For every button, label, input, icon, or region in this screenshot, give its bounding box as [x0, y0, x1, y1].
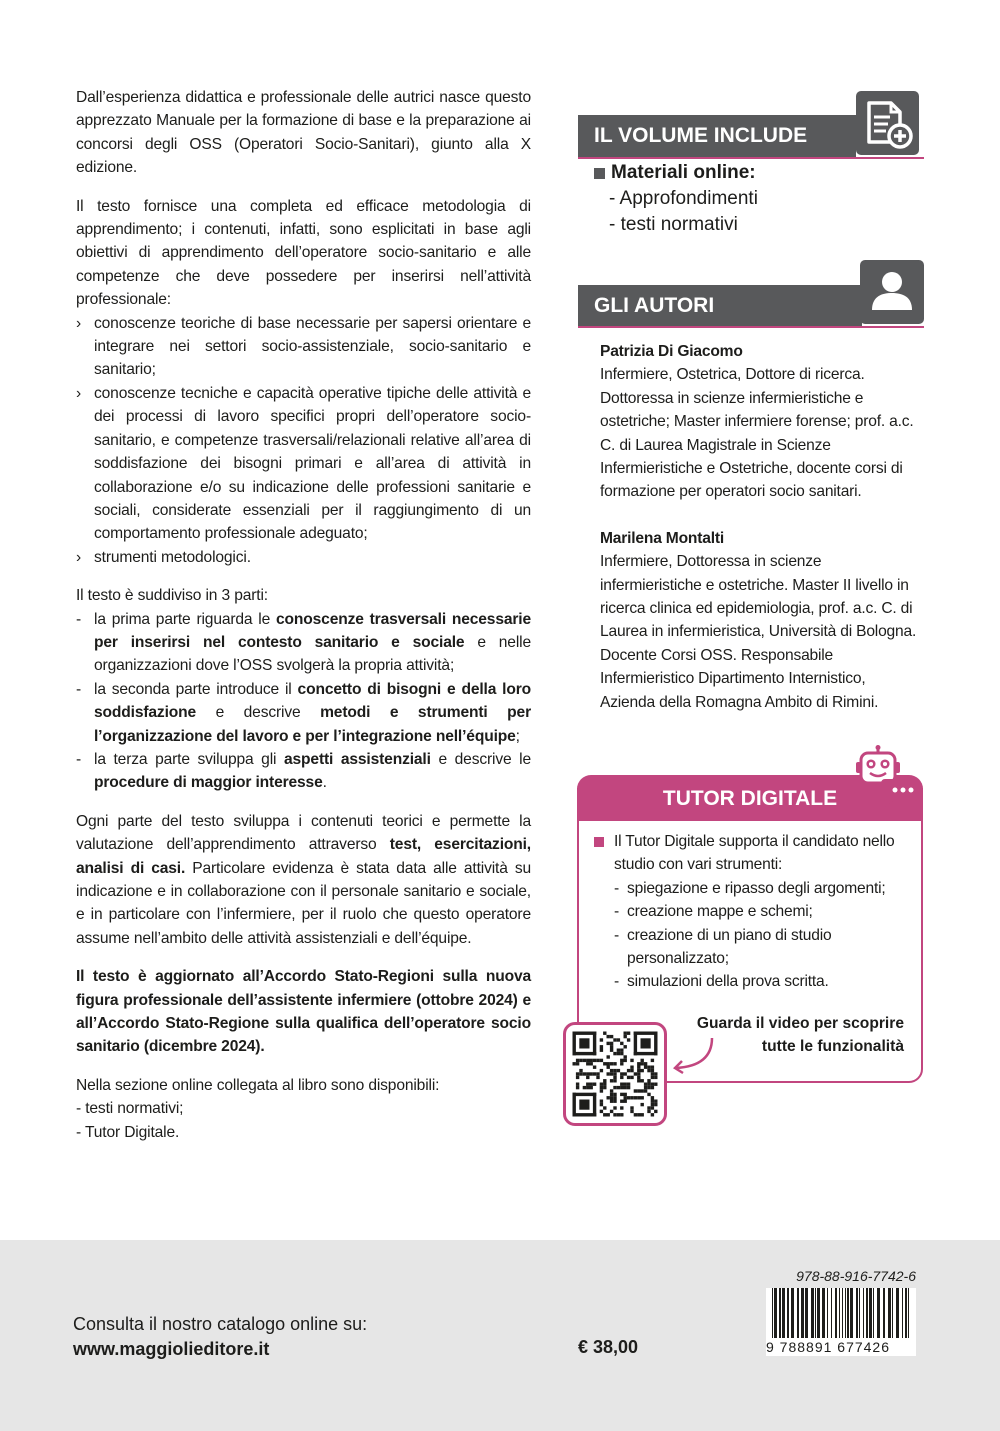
method-list — [76, 312, 531, 569]
isbn: 978-88-916-7742-6 — [796, 1268, 916, 1284]
method-paragraph: Il testo fornisce una completa ed efficace metodologia di apprendimento; i contenuti, infatti, sono esplicitati in base agli obiettivi di apprendimento dell’operatore socio-sanitario e alle competenze che deve possedere per inserirsi nell’attività professionale: — [76, 197, 531, 309]
chevron-marker: › — [76, 314, 82, 332]
chatbot-icon — [855, 745, 921, 807]
volume-divider — [578, 157, 924, 159]
list-item: › conoscenze teoriche di base necessarie per sapersi orientare e integrare nei settori socio-assistenziale, socio-sanitario e sanitario; — [76, 312, 531, 382]
author-bio: Infermiere, Dottoressa in scienze infermieristiche e ostetriche. Master II livello in ricerca clinica ed epidemiologia, prof. a.c. C. di Laurea in infermieristica, Università di Bologna. Docente Corsi OSS. Responsabile Infermieristico Dipartimento Internistico, Azienda della Romagna Ambito di Rimini. — [600, 553, 917, 711]
authors-divider — [578, 326, 924, 328]
list-item: - la seconda parte introduce il concetto di bisogni e della loro soddisfazione e descrive metodi e strumenti per l’organizzazione del lavoro e per l’integrazione nell’équipe; — [76, 680, 531, 745]
tutor-header: TUTOR DIGITALE — [577, 775, 923, 821]
qr-code[interactable] — [563, 1022, 667, 1126]
price: € 38,00 — [578, 1337, 639, 1357]
description-column — [76, 86, 531, 1159]
list-item: › conoscenze tecniche e capacità operative tipiche delle attività e dei processi di lavoro specifici propri dell’operatore socio-sanitario, e competenze trasversali/relazionali relative all’area di soddisfazione dei bisogni primari e all’area di attività in collaborazione e/o su indicazione delle professioni sanitarie e sociali, considerate essenziali per il raggiungimento di un comportamento professionale adeguato; — [76, 382, 531, 546]
chevron-marker: › — [76, 384, 82, 402]
author-bio: Infermiere, Ostetrica, Dottore di ricerca. Dottoressa in scienze infermieristiche e ostetriche; Master infermiere forense; prof. a.c. C. di Laurea Magistrale in Scienze Infermieristiche e Ostetriche, docente corsi di formazione per operatori socio sanitari. — [600, 366, 914, 501]
curved-arrow-icon — [668, 1036, 716, 1076]
authors-section — [600, 340, 922, 737]
barcode-number: 9 788891 677426 — [766, 1338, 916, 1356]
intro-paragraph: Dall’esperienza didattica e professionale delle autrici nasce questo apprezzato Manuale per la formazione di base e la preparazione ai concorsi degli OSS (Operatori Socio-Sanitari), giunto alla X edizione. — [76, 89, 531, 177]
volume-list — [594, 160, 758, 238]
parts-list — [76, 608, 531, 795]
list-item: › strumenti metodologici. — [76, 546, 531, 569]
video-prompt: Guarda il video per scoprire tutte le funzionalità — [696, 1015, 904, 1055]
online-materials-label: Materiali online: — [594, 160, 758, 186]
authors-header: GLI AUTORI — [578, 285, 862, 327]
evaluation-paragraph: Ogni parte del testo sviluppa i contenuti teorici e permette la valutazione dell’apprendimento attraverso test, esercitazioni, analisi di casi. Particolare evidenza è stata data alle attività su indicazione e in collaborazione con il personale sanitario e sociale, e in particolare con l’infermiere, per il ruolo che questo operatore assume nell’ambito delle attività assistenziali e dell’équipe. — [76, 812, 531, 947]
list-item: - creazione di un piano di studio personalizzato; — [614, 926, 832, 968]
list-item: - la terza parte sviluppa gli aspetti assistenziali e descrive le procedure di maggior interesse. — [76, 750, 532, 792]
author-name: Marilena Montalti — [600, 529, 724, 547]
user-icon — [860, 260, 924, 324]
tutor-lead: Il Tutor Digitale supporta il candidato nello studio con vari strumenti: — [594, 830, 914, 877]
author-1 — [600, 340, 922, 504]
list-item: - Approfondimenti — [609, 188, 758, 209]
chevron-marker: › — [76, 548, 82, 566]
catalog-label: Consulta il nostro catalogo online su: — [73, 1314, 368, 1334]
list-item: - testi normativi — [609, 214, 738, 235]
tutor-description — [594, 830, 914, 994]
catalog-info — [73, 1312, 367, 1362]
document-add-icon — [856, 91, 919, 155]
volume-header: IL VOLUME INCLUDE — [578, 115, 856, 157]
parts-intro: Il testo è suddiviso in 3 parti: — [76, 587, 268, 605]
website-link[interactable]: www.maggiolieditore.it — [73, 1339, 270, 1359]
list-item: - creazione mappe e schemi; — [614, 903, 813, 921]
author-name: Patrizia Di Giacomo — [600, 343, 743, 360]
author-2 — [600, 527, 922, 714]
list-item: - simulazioni della prova scritta. — [614, 973, 829, 991]
list-item: - la prima parte riguarda le conoscenze trasversali necessarie per inserirsi nel contesto sanitario e sociale e nelle organizzazioni dove l’OSS svolgerà la propria attività; — [76, 610, 532, 675]
list-item: - spiegazione e ripasso degli argomenti; — [614, 879, 886, 897]
update-paragraph: Il testo è aggiornato all’Accordo Stato-Regioni sulla nuova figura professionale dell’assistente infermiere (ottobre 2024) e all’Accordo Stato-Regione sulla qualifica dell’operatore socio sanitario (dicembre 2024). — [76, 968, 531, 1056]
online-section: Nella sezione online collegata al libro sono disponibili: - testi normativi; - Tutor Digitale. — [76, 1076, 440, 1141]
